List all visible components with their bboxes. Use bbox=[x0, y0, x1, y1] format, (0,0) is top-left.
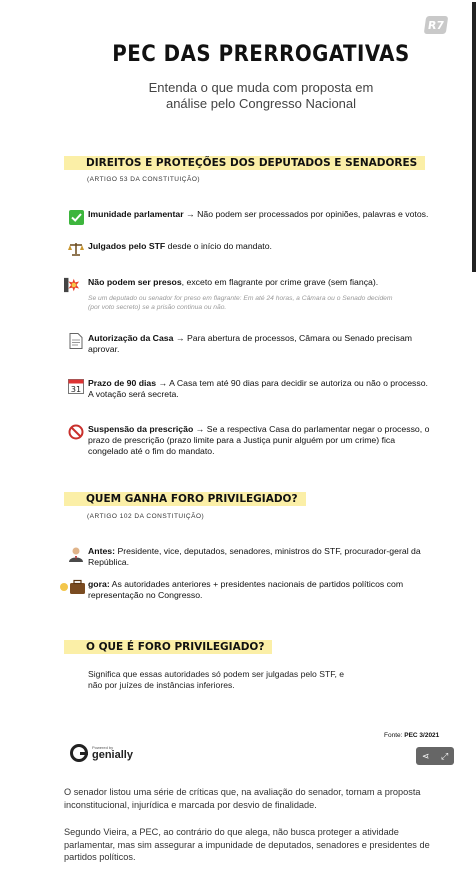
genially-logo-icon bbox=[70, 744, 88, 762]
r7-logo bbox=[424, 16, 449, 34]
document-icon bbox=[68, 333, 84, 349]
article-line: Segundo Vieira, a PEC, ao contrário do que alega, não busca proteger a atividade bbox=[64, 827, 399, 837]
subtitle-line: Entenda o que muda com proposta em bbox=[148, 80, 374, 95]
item-text: As autoridades anteriores + presidentes nacionais de partidos políticos com representação no Congresso. bbox=[88, 579, 404, 600]
item-bold: Suspensão da prescrição bbox=[88, 424, 194, 434]
prohibited-icon bbox=[68, 424, 84, 440]
page-title: PEC DAS PRERROGATIVAS bbox=[112, 42, 410, 67]
section-heading-foro: QUEM GANHA FORO PRIVILEGIADO? bbox=[64, 492, 306, 506]
item-text: desde o início do mandato. bbox=[165, 241, 272, 251]
article-paragraph-2 bbox=[64, 826, 454, 864]
article-line: inconstitucional, injurídica e marcada por desvio de finalidade. bbox=[64, 799, 317, 810]
item-bold: Prazo de 90 dias bbox=[88, 378, 157, 388]
briefcase-icon bbox=[60, 579, 86, 595]
scales-icon bbox=[68, 241, 84, 257]
calendar-icon bbox=[68, 378, 84, 394]
item-bold: Antes: bbox=[88, 546, 116, 556]
fullscreen-icon[interactable]: ⤢ bbox=[440, 750, 449, 761]
item-bold: gora: bbox=[88, 579, 110, 589]
share-icon[interactable]: ⋖ bbox=[421, 750, 430, 761]
section-sub-foro: (ARTIGO 102 DA CONSTITUIÇÃO) bbox=[87, 513, 205, 520]
item-text: → A Casa tem até 90 dias para decidir se autoriza ou não o processo. A votação será secreta. bbox=[88, 378, 428, 399]
item-text: → Se a respectiva Casa do parlamentar negar o processo, o prazo de prescrição (prazo limite para a Justiça punir alguém por um crime) fica congelado até o fim do mandato. bbox=[88, 424, 430, 456]
page-subtitle bbox=[0, 80, 476, 112]
source-note bbox=[384, 732, 439, 739]
powered-by-label: Powered by bbox=[92, 745, 114, 750]
item-text: → Não podem ser processados por opiniões, palavras e votos. bbox=[183, 209, 429, 219]
item-text: Presidente, vice, deputados, senadores, ministros do STF, procurador-geral da República. bbox=[88, 546, 421, 567]
item-bold: Imunidade parlamentar bbox=[88, 209, 184, 219]
genially-badge[interactable] bbox=[70, 744, 133, 762]
genially-name: genially bbox=[92, 749, 133, 761]
note-line: Se um deputado ou senador for preso em flagrante: Em até 24 horas, a Câmara ou o Senado decidem bbox=[88, 295, 393, 302]
r7-logo-text: R7 bbox=[427, 18, 445, 32]
section-sub-direitos: (ARTIGO 53 DA CONSTITUIÇÃO) bbox=[87, 176, 201, 183]
note-line: (por voto secreto) se a prisão continua ou não. bbox=[88, 304, 227, 311]
scrollbar[interactable] bbox=[472, 2, 476, 272]
presos-note bbox=[88, 294, 438, 312]
embed-controls bbox=[416, 747, 454, 765]
source-value: PEC 3/2021 bbox=[404, 732, 440, 739]
definition-line: não por juízes de instâncias inferiores. bbox=[88, 680, 235, 690]
article-line: partidos políticos. bbox=[64, 852, 136, 862]
item-bold: Autorização da Casa bbox=[88, 333, 174, 343]
item-bold: Julgados pelo STF bbox=[88, 241, 166, 251]
item-bold: Não podem ser presos bbox=[88, 277, 182, 287]
person-icon bbox=[68, 546, 84, 562]
check-icon bbox=[68, 209, 84, 225]
subtitle-line: análise pelo Congresso Nacional bbox=[165, 96, 357, 111]
article-paragraph-1 bbox=[64, 786, 454, 811]
section-heading-direitos: DIREITOS E PROTEÇÕES DOS DEPUTADOS E SENADORES bbox=[64, 156, 425, 170]
article-line: parlamentar, mas sim assegurar a impunidade de deputados, senadores e presidentes de bbox=[64, 839, 430, 850]
source-label: Fonte: bbox=[384, 732, 405, 739]
article-line: O senador listou uma série de críticas que, na avaliação do senador, tornam a proposta bbox=[64, 787, 421, 797]
definition-line: Significa que essas autoridades só podem ser julgadas pelo STF, e bbox=[88, 669, 345, 679]
section-heading-definicao: O QUE É FORO PRIVILEGIADO? bbox=[64, 640, 272, 654]
item-text: → Para abertura de processos, Câmara ou Senado precisam aprovar. bbox=[88, 333, 413, 354]
foro-definition bbox=[88, 669, 368, 691]
item-text: , exceto em flagrante por crime grave (sem fiança). bbox=[181, 277, 379, 287]
collision-icon bbox=[64, 277, 80, 293]
calendar-day: 31 bbox=[70, 385, 82, 394]
